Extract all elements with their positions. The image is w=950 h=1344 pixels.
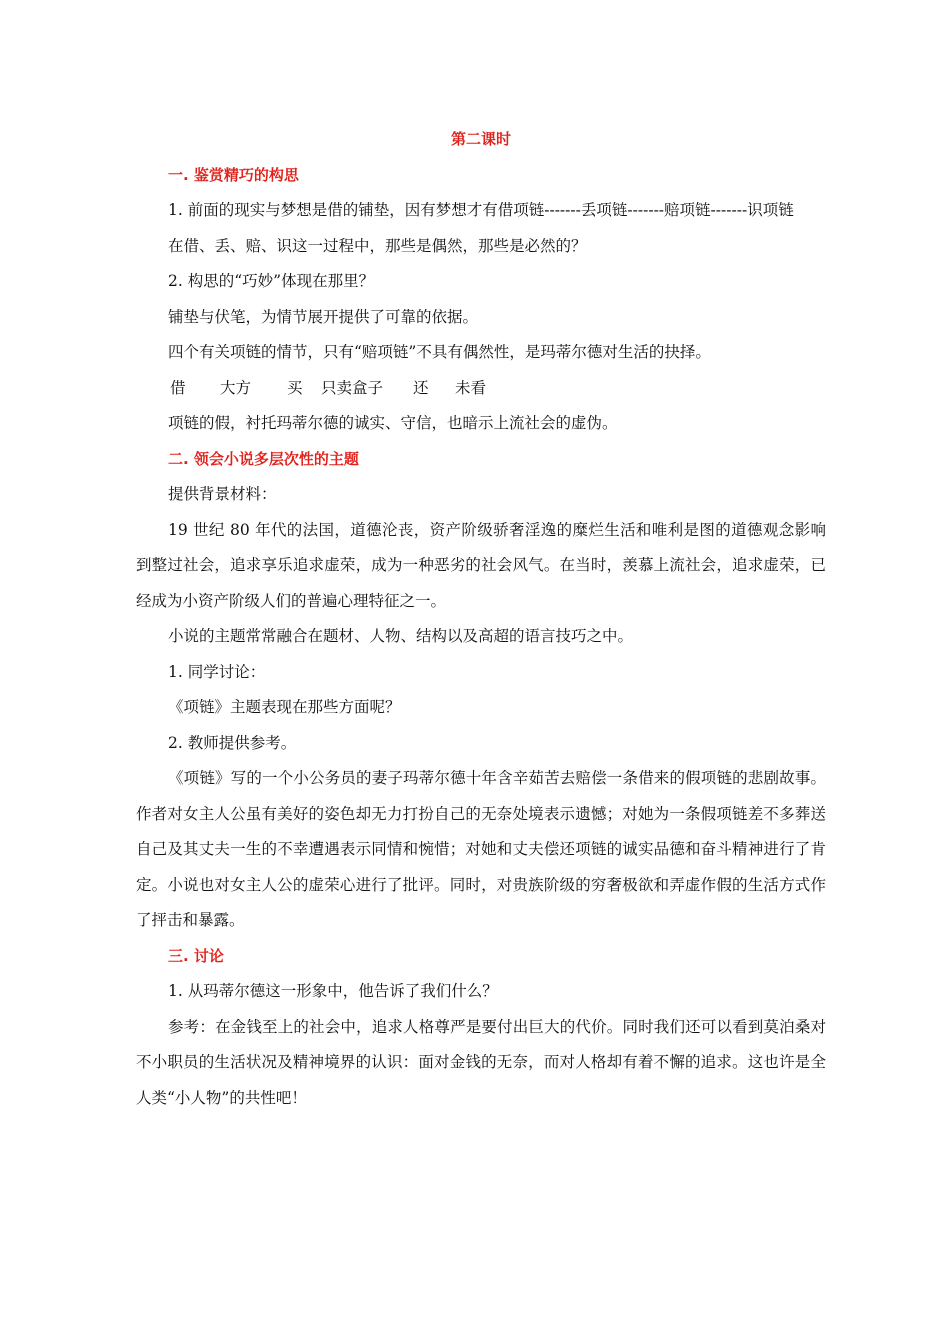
section-heading: 三. 讨论 <box>168 946 224 965</box>
plot-row <box>136 371 826 407</box>
section-1 <box>136 158 826 442</box>
paragraph: 《项链》主题表现在那些方面呢？ <box>168 698 401 716</box>
section-3 <box>136 939 826 1117</box>
paragraph: 1. 前面的现实与梦想是借的铺垫，因有梦想才有借项链-------丢项链-------赔项链-------识项链 <box>168 201 794 219</box>
paragraph: 《项链》写的一个小公务员的妻子玛蒂尔德十年含辛茹苦去赔偿一条借来的假项链的悲剧故事。作者对女主人公虽有美好的姿色却无力打扮自己的无奈处境表示遗憾；对她为一条假项链差不多葬送自己及其丈夫一生的不幸遭遇表示同情和惋惜；对她和丈夫偿还项链的诚实品德和奋斗精神进行了肯定。小说也对女主人公的虚荣心进行了批评。同时，对贵族阶级的穷奢极欲和弄虚作假的生活方式作了抨击和暴露。 <box>136 769 826 929</box>
paragraph: 四个有关项链的情节，只有“赔项链”不具有偶然性，是玛蒂尔德对生活的抉择。 <box>168 343 711 361</box>
section-heading: 二. 领会小说多层次性的主题 <box>168 449 359 468</box>
section-heading: 一. 鉴赏精巧的构思 <box>168 165 299 184</box>
paragraph: 在借、丢、赔、识这一过程中，那些是偶然，那些是必然的？ <box>168 236 587 255</box>
paragraph: 提供背景材料： <box>168 485 277 503</box>
paragraph: 参考：在金钱至上的社会中，追求人格尊严是要付出巨大的代价。同时我们还可以看到莫泊桑对不小职员的生活状况及精神境界的认识：面对金钱的无奈，而对人格却有着不懈的追求。这也许是全人类“小人物”的共性吧！ <box>136 1017 826 1107</box>
paragraph: 2. 教师提供参考。 <box>168 733 297 752</box>
row-item: 借 <box>170 378 186 397</box>
row-item: 大方 <box>220 378 252 397</box>
row-item: 买 <box>287 378 303 397</box>
page-title: 第二课时 <box>450 130 511 148</box>
paragraph: 铺垫与伏笔，为情节展开提供了可靠的依据。 <box>168 307 479 326</box>
paragraph: 19 世纪 80 年代的法国，道德沦丧，资产阶级骄奢淫逸的糜烂生活和唯利是图的道德观念影响到整过社会，追求享乐追求虚荣，成为一种恶劣的社会风气。在当时，羡慕上流社会，追求虚荣，已经成为小资产阶级人们的普遍心理特征之一。 <box>136 520 826 610</box>
document-content <box>136 122 826 1116</box>
row-item: 还 <box>413 378 429 397</box>
paragraph: 项链的假，衬托玛蒂尔德的诚实、守信，也暗示上流社会的虚伪。 <box>168 414 618 432</box>
paragraph: 1. 同学讨论： <box>168 662 266 681</box>
row-item: 只卖盒子 <box>321 378 384 397</box>
paragraph: 小说的主题常常融合在题材、人物、结构以及高超的语言技巧之中。 <box>168 627 634 645</box>
paragraph: 2. 构思的“巧妙”体现在那里？ <box>168 272 375 290</box>
section-2 <box>136 442 826 939</box>
paragraph: 1. 从玛蒂尔德这一形象中，他告诉了我们什么？ <box>168 982 498 1000</box>
row-item: 未看 <box>455 378 487 397</box>
